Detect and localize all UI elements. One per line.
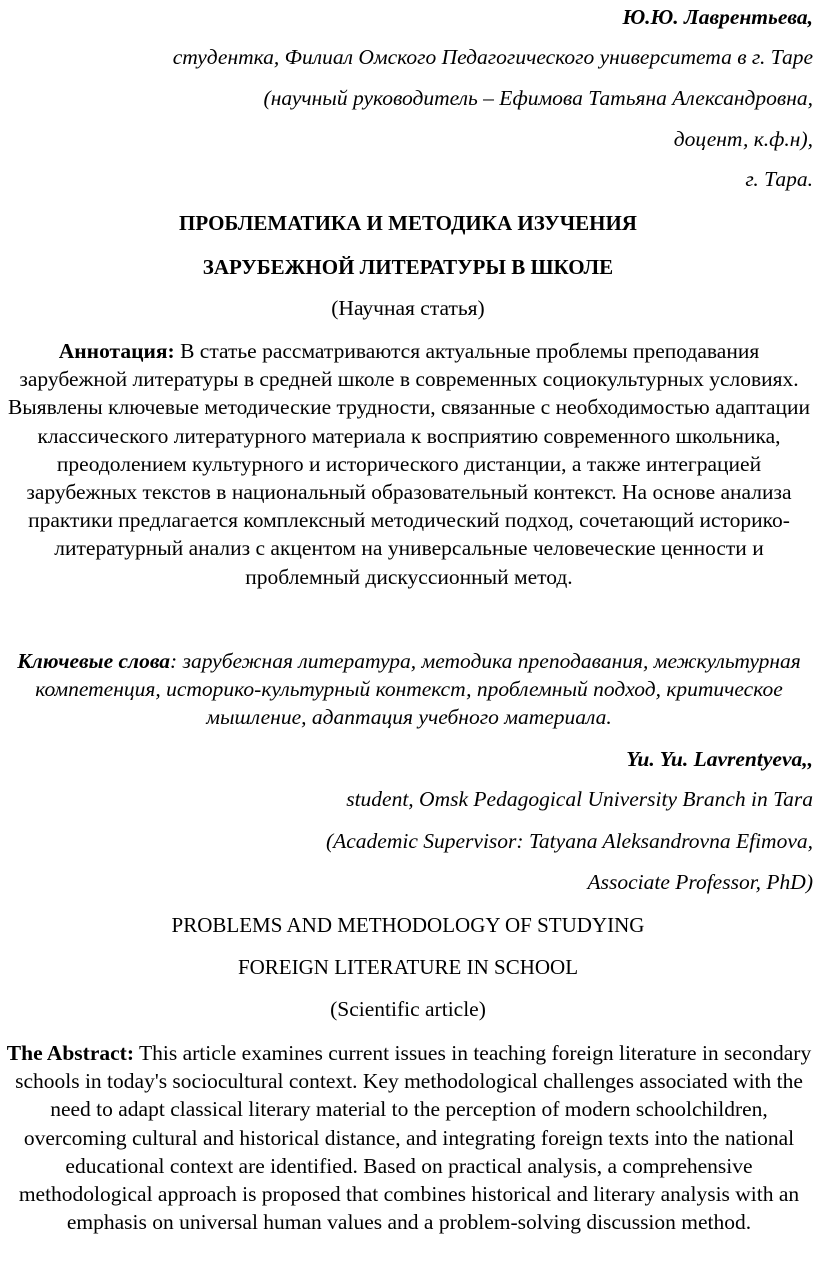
en-title-line2: FOREIGN LITERATURE IN SCHOOL: [237, 955, 579, 979]
en-title-line1: PROBLEMS AND METHODOLOGY OF STUDYING: [171, 913, 645, 937]
en-abstract-text: This article examines current issues in teaching foreign literature in secondary schools in today's sociocultural context. Key methodological challenges associated with the need to adapt classical literary material to the perception of modern schoolchildren, overcoming cultural and historical distance, and integrating foreign texts into the national educational context are identified. Based on practical analysis, a comprehensive methodological approach is proposed that combines historical and literary analysis with an emphasis on universal human values and a problem-solving discussion method.: [15, 1041, 812, 1235]
ru-supervisor-title: доцент, к.ф.н),: [673, 127, 813, 151]
ru-affiliation: студентка, Филиал Омского Педагогического университета в г. Таре: [172, 45, 813, 69]
ru-keywords: [3, 647, 815, 732]
ru-keywords-text: : зарубежная литература, методика преподавания, межкультурная компетенция, историко-культурный контекст, проблемный подход, критическое мышление, адаптация учебного материала.: [35, 649, 801, 730]
ru-author: Ю.Ю. Лаврентьева,: [622, 5, 813, 29]
ru-abstract: [3, 337, 815, 591]
ru-city: г. Тара.: [745, 167, 813, 191]
ru-article-type: (Научная статья): [331, 296, 485, 320]
ru-title-line1: ПРОБЛЕМАТИКА И МЕТОДИКА ИЗУЧЕНИЯ: [179, 211, 637, 235]
ru-abstract-label: Аннотация:: [58, 339, 175, 363]
en-author: Yu. Yu. Lavrentyeva,,: [626, 747, 813, 771]
ru-abstract-text: В статье рассматриваются актуальные проблемы преподавания зарубежной литературы в средней школе в современных социокультурных условиях. Выявлены ключевые методические трудности, связанные с необходимостью адаптации классического литературного материала к восприятию современного школьника, преодолением культурного и исторического дистанции, а также интеграцией зарубежных текстов в национальный образовательный контекст. На основе анализа практики предлагается комплексный методический подход, сочетающий историко-литературный анализ с акцентом на универсальные человеческие ценности и проблемный дискуссионный метод.: [7, 339, 811, 589]
en-abstract: [3, 1039, 815, 1236]
en-affiliation: student, Omsk Pedagogical University Branch in Tara: [346, 787, 813, 811]
en-abstract-label: The Abstract:: [6, 1041, 134, 1065]
en-supervisor-title: Associate Professor, PhD): [587, 870, 813, 894]
en-supervisor: (Academic Supervisor: Tatyana Aleksandrovna Efimova,: [325, 829, 813, 853]
ru-keywords-label: Ключевые слова: [17, 649, 171, 673]
ru-supervisor: (научный руководитель – Ефимова Татьяна Александровна,: [263, 86, 813, 110]
ru-title-line2: ЗАРУБЕЖНОЙ ЛИТЕРАТУРЫ В ШКОЛЕ: [202, 255, 614, 279]
en-article-type: (Scientific article): [330, 997, 486, 1021]
